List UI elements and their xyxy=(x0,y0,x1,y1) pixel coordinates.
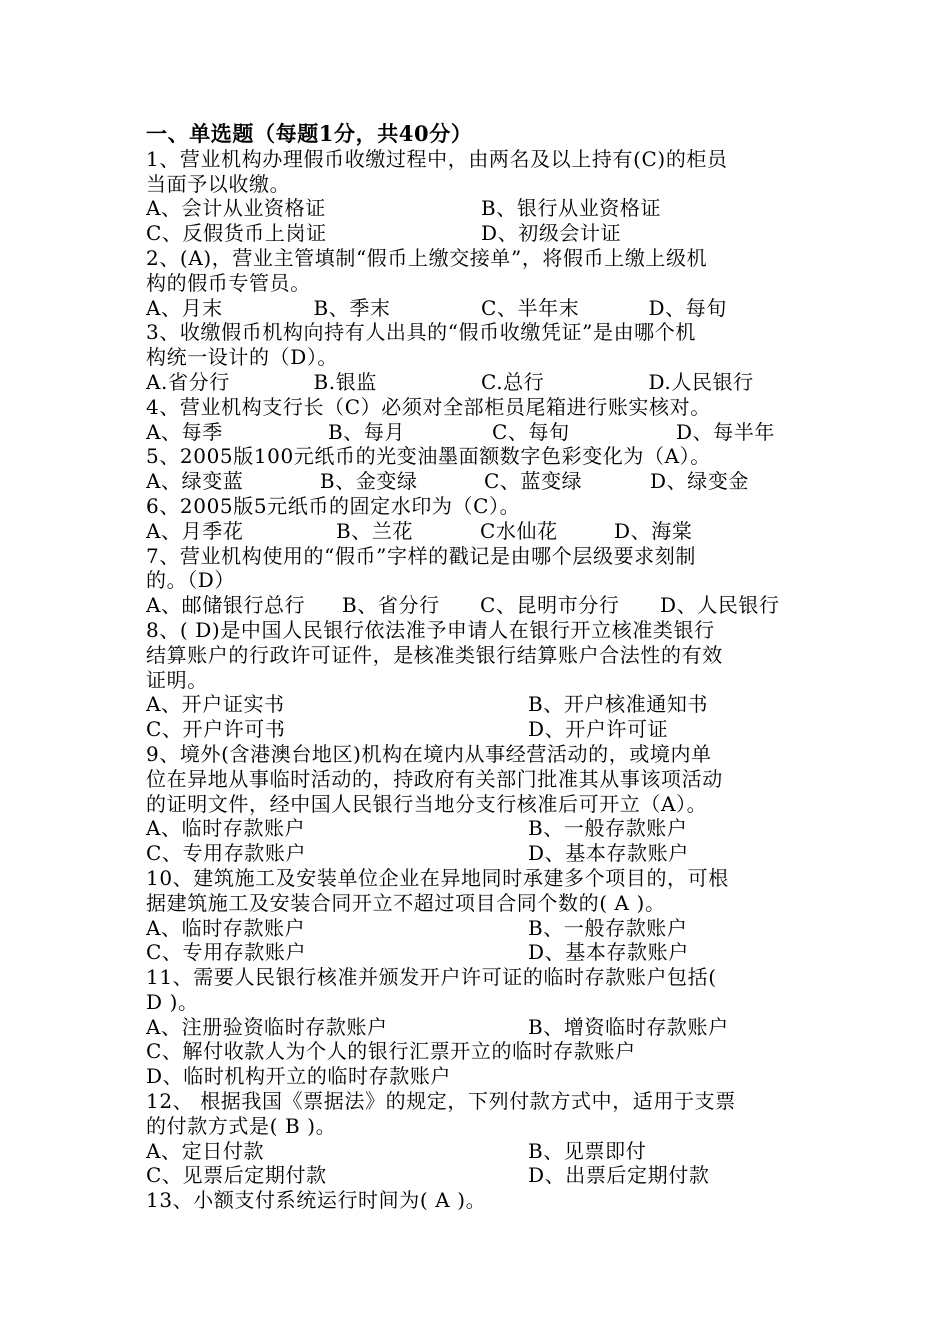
question-9-options-row-1 xyxy=(146,816,816,841)
question-1-line-2: 当面予以收缴。 xyxy=(146,171,291,196)
option-a: A、定日付款 xyxy=(146,1138,265,1163)
question-8-line-2: 结算账户的行政许可证件，是核准类银行结算账户合法性的有效 xyxy=(146,642,723,667)
option-c: C水仙花 xyxy=(480,518,558,543)
question-10-line-1: 10、建筑施工及安装单位企业在异地同时承建多个项目的，可根 xyxy=(146,865,729,890)
question-10-options-row-1 xyxy=(146,916,816,941)
question-3-options xyxy=(146,370,816,395)
question-10-options-row-2 xyxy=(146,940,816,965)
option-a: A、邮储银行总行 xyxy=(146,593,306,618)
question-12-options-row-1 xyxy=(146,1139,816,1164)
option-a: A、临时存款账户 xyxy=(146,915,306,940)
option-d: D、基本存款账户 xyxy=(528,841,689,866)
option-c: C、专用存款账户 xyxy=(146,841,307,866)
question-11-option-d: D、临时机构开立的临时存款账户 xyxy=(146,1064,452,1089)
option-b: B、季末 xyxy=(313,295,391,320)
question-11-option-c: C、解付收款人为个人的银行汇票开立的临时存款账户 xyxy=(146,1039,636,1064)
option-a: A、会计从业资格证 xyxy=(146,196,326,221)
question-2-line-1: 2、(A)，营业主管填制“假币上缴交接单”，将假币上缴上级机 xyxy=(146,245,708,270)
option-d: D、海棠 xyxy=(614,518,693,543)
question-11-line-1: 11、需要人民银行核准并颁发开户许可证的临时存款账户包括( xyxy=(146,965,717,990)
question-8-options-row-2 xyxy=(146,717,816,742)
option-b: B、兰花 xyxy=(336,518,414,543)
option-b: B、省分行 xyxy=(342,593,440,618)
question-3-line-1: 3、收缴假币机构向持有人出具的“假币收缴凭证”是由哪个机 xyxy=(146,320,696,345)
option-a: A、绿变蓝 xyxy=(146,469,244,494)
option-a: A、月季花 xyxy=(146,518,244,543)
question-12-line-1: 12、 根据我国《票据法》的规定，下列付款方式中，适用于支票 xyxy=(146,1089,736,1114)
question-9-line-1: 9、境外(含港澳台地区)机构在境内从事经营活动的，或境内单 xyxy=(146,741,712,766)
option-c: C、专用存款账户 xyxy=(146,940,307,965)
option-b: B、每月 xyxy=(328,419,406,444)
question-1-options-row-1 xyxy=(146,196,816,221)
exam-content xyxy=(146,122,816,1213)
option-a: A.省分行 xyxy=(146,369,230,394)
question-12-options-row-2 xyxy=(146,1163,816,1188)
option-c: C、开户许可书 xyxy=(146,717,286,742)
question-4-options xyxy=(146,420,816,445)
question-12-line-2: 的付款方式是( B )。 xyxy=(146,1113,337,1138)
question-7-options xyxy=(146,593,816,618)
question-9-line-3: 的证明文件，经中国人民银行当地分支行核准后可开立（A）。 xyxy=(146,791,708,816)
option-c: C、昆明市分行 xyxy=(480,593,620,618)
question-8-line-1: 8、( D)是中国人民银行依法准予申请人在银行开立核准类银行 xyxy=(146,617,715,642)
question-11-options-row-1 xyxy=(146,1015,816,1040)
question-1-line-1: 1、营业机构办理假币收缴过程中，由两名及以上持有(C)的柜员 xyxy=(146,146,728,171)
option-b: B、见票即付 xyxy=(528,1138,647,1163)
option-c: C、见票后定期付款 xyxy=(146,1163,327,1188)
question-2-line-2: 构的假币专管员。 xyxy=(146,270,311,295)
option-c: C、反假货币上岗证 xyxy=(146,221,327,246)
option-d: D、绿变金 xyxy=(649,469,750,494)
question-5-options xyxy=(146,469,816,494)
question-5-line-1: 5、2005版100元纸币的光变油墨面额数字色彩变化为（A）。 xyxy=(146,444,711,469)
option-d: D.人民银行 xyxy=(648,369,754,394)
option-c: C.总行 xyxy=(481,369,545,394)
question-8-line-3: 证明。 xyxy=(146,667,208,692)
option-b: B、开户核准通知书 xyxy=(528,692,709,717)
option-d: D、初级会计证 xyxy=(481,221,622,246)
question-9-line-2: 位在异地从事临时活动的，持政府有关部门批准其从事该项活动 xyxy=(146,766,723,791)
option-a: A、开户证实书 xyxy=(146,692,285,717)
question-13-line-1: 13、小额支付系统运行时间为( A )。 xyxy=(146,1188,487,1213)
question-7-line-1: 7、营业机构使用的“假币”字样的戳记是由哪个层级要求刻制 xyxy=(146,543,696,568)
question-1-options-row-2 xyxy=(146,221,816,246)
option-b: B、增资临时存款账户 xyxy=(528,1014,729,1039)
option-a: A、每季 xyxy=(146,419,223,444)
question-6-line-1: 6、2005版5元纸币的固定水印为（C）。 xyxy=(146,493,521,518)
question-9-options-row-2 xyxy=(146,841,816,866)
question-6-options xyxy=(146,519,816,544)
question-11-line-2: D )。 xyxy=(146,989,199,1014)
option-b: B.银监 xyxy=(313,369,377,394)
question-2-options xyxy=(146,296,816,321)
question-3-line-2: 构统一设计的（D）。 xyxy=(146,345,339,370)
option-d: D、每半年 xyxy=(676,419,776,444)
section-title: 一、单选题（每题1分，共40分） xyxy=(146,121,473,146)
option-a: A、月末 xyxy=(146,295,223,320)
option-d: D、人民银行 xyxy=(660,593,780,618)
question-8-options-row-1 xyxy=(146,692,816,717)
question-4-line-1: 4、营业机构支行长（C）必须对全部柜员尾箱进行账实核对。 xyxy=(146,394,711,419)
option-b: B、银行从业资格证 xyxy=(481,196,662,221)
option-b: B、金变绿 xyxy=(319,469,418,494)
option-c: C、每旬 xyxy=(492,419,570,444)
question-7-line-2: 的。（D） xyxy=(146,568,236,593)
option-d: D、每旬 xyxy=(648,295,727,320)
option-b: B、一般存款账户 xyxy=(528,915,688,940)
option-d: D、开户许可证 xyxy=(528,717,669,742)
option-a: A、注册验资临时存款账户 xyxy=(146,1014,388,1039)
question-10-line-2: 据建筑施工及安装合同开立不超过项目合同个数的( A )。 xyxy=(146,890,666,915)
option-d: D、基本存款账户 xyxy=(528,940,689,965)
option-c: C、蓝变绿 xyxy=(483,469,583,494)
option-a: A、临时存款账户 xyxy=(146,816,306,841)
option-c: C、半年末 xyxy=(481,295,580,320)
option-b: B、一般存款账户 xyxy=(528,816,688,841)
option-d: D、出票后定期付款 xyxy=(528,1163,710,1188)
